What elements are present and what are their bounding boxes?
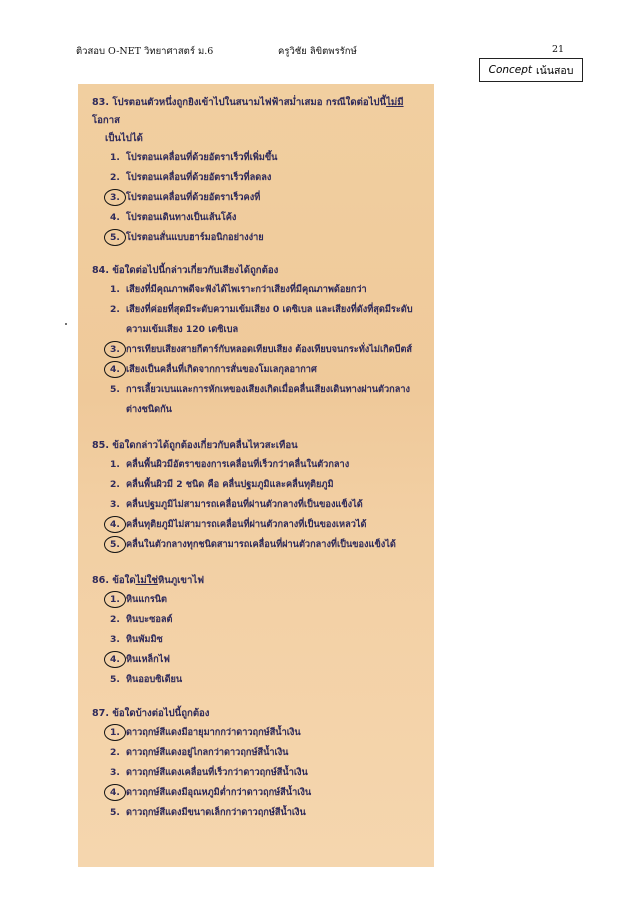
option-list bbox=[92, 590, 426, 690]
question-title bbox=[92, 262, 426, 280]
option-number: 3. bbox=[110, 192, 120, 203]
question-text: 85. ข้อใดกล่าวได้ถูกต้องเกี่ยวกับคลื่นไหวสะเทือน bbox=[92, 440, 298, 451]
question-text: 86. ข้อใด bbox=[92, 575, 136, 586]
question-title bbox=[92, 94, 426, 148]
option-text: การเทียบเสียงสายกีตาร์กับหลอดเทียบเสียง ต้องเทียบจนกระทั่งไม่เกิดบีตส์ bbox=[126, 344, 413, 355]
concept-box bbox=[479, 58, 583, 82]
scan-speck bbox=[65, 323, 67, 325]
option-text: เสียงที่ค่อยที่สุดมีระดับความเข้มเสียง 0 เดซิเบล และเสียงที่ดังที่สุดมีระดับ bbox=[126, 304, 413, 315]
option-text: คลื่นพื้นผิวมี 2 ชนิด คือ คลื่นปฐมภูมิและคลื่นทุติยภูมิ bbox=[126, 479, 334, 490]
answer-circle-mark bbox=[104, 724, 126, 741]
answer-option bbox=[110, 475, 426, 495]
option-text: โปรตอนเดินทางเป็นเส้นโค้ง bbox=[126, 212, 237, 223]
option-number: 5. bbox=[110, 232, 120, 243]
option-text: ดาวฤกษ์สีแดงเคลื่อนที่เร็วกว่าดาวฤกษ์สีน้ำเงิน bbox=[126, 767, 308, 778]
option-list bbox=[92, 280, 426, 420]
answer-option bbox=[110, 630, 426, 650]
option-number: 5. bbox=[110, 384, 120, 395]
question-text: 87. ข้อใดบ้างต่อไปนี้ถูกต้อง bbox=[92, 708, 210, 719]
answer-circle-mark bbox=[104, 516, 126, 533]
question-text: 83. โปรตอนตัวหนึ่งถูกยิงเข้าไปในสนามไฟฟ้าสม่ำเสมอ กรณีใดต่อไปนี้ bbox=[92, 97, 387, 108]
question-title bbox=[92, 572, 426, 590]
option-text: โปรตอนสั่นแบบฮาร์มอนิกอย่างง่าย bbox=[126, 232, 264, 243]
option-number: 2. bbox=[110, 172, 120, 183]
option-list bbox=[92, 148, 426, 248]
page-number: 21 bbox=[552, 44, 565, 55]
option-list bbox=[92, 723, 426, 823]
answer-option bbox=[110, 515, 426, 535]
option-text: โปรตอนเคลื่อนที่ด้วยอัตราเร็วคงที่ bbox=[126, 192, 261, 203]
option-text: การเลี้ยวเบนและการหักเหของเสียงเกิดเมื่อคลื่นเสียงเดินทางผ่านตัวกลาง bbox=[126, 384, 411, 395]
option-number: 5. bbox=[110, 807, 120, 818]
option-text-continued: ต่างชนิดกัน bbox=[126, 404, 172, 415]
option-text: ดาวฤกษ์สีแดงอยู่ไกลกว่าดาวฤกษ์สีน้ำเงิน bbox=[126, 747, 289, 758]
question-emphasis: ไม่มี bbox=[386, 97, 404, 108]
option-text: คลื่นทุติยภูมิไม่สามารถเคลื่อนที่ผ่านตัวกลางที่เป็นของเหลวได้ bbox=[126, 519, 367, 530]
answer-circle-mark bbox=[104, 341, 126, 358]
option-text: คลื่นพื้นผิวมีอัตราของการเคลื่อนที่เร็วกว่าคลื่นในตัวกลาง bbox=[126, 459, 350, 470]
option-number: 2. bbox=[110, 304, 120, 315]
question-block bbox=[92, 437, 426, 555]
answer-option bbox=[110, 763, 426, 783]
question-emphasis: ไม่ใช่ bbox=[135, 575, 158, 586]
question-block bbox=[92, 94, 426, 248]
option-number: 4. bbox=[110, 364, 120, 375]
option-number: 2. bbox=[110, 614, 120, 625]
answer-option bbox=[110, 148, 426, 168]
header-author: ครูวิชัย ลิขิตพรรักษ์ bbox=[278, 46, 357, 57]
option-text: คลื่นในตัวกลางทุกชนิดสามารถเคลื่อนที่ผ่านตัวกลางที่เป็นของแข็งได้ bbox=[126, 539, 396, 550]
option-text: เสียงที่มีคุณภาพดีจะฟังได้ไพเราะกว่าเสียงที่มีคุณภาพด้อยกว่า bbox=[126, 284, 367, 295]
option-text: หินพัมมิซ bbox=[126, 634, 163, 645]
option-text: ดาวฤกษ์สีแดงมีขนาดเล็กกว่าดาวฤกษ์สีน้ำเงิน bbox=[126, 807, 306, 818]
concept-suffix: เน้นสอบ bbox=[536, 64, 574, 77]
question-text-continued: เป็นไปได้ bbox=[105, 133, 143, 144]
answer-option bbox=[110, 803, 426, 823]
option-text: คลื่นปฐมภูมิไม่สามารถเคลื่อนที่ผ่านตัวกลางที่เป็นของแข็งได้ bbox=[126, 499, 363, 510]
answer-option bbox=[110, 360, 426, 380]
answer-option bbox=[110, 610, 426, 630]
option-number: 1. bbox=[110, 727, 120, 738]
answer-option bbox=[110, 228, 426, 248]
answer-circle-mark bbox=[104, 591, 126, 608]
option-text: หินแกรนิต bbox=[126, 594, 168, 605]
option-text: หินบะซอลต์ bbox=[126, 614, 173, 625]
answer-option bbox=[110, 280, 426, 300]
option-text: เสียงเป็นคลื่นที่เกิดจากการสั่นของโมเลกุลอากาศ bbox=[126, 364, 317, 375]
question-title bbox=[92, 705, 426, 723]
answer-option bbox=[110, 208, 426, 228]
answer-circle-mark bbox=[104, 536, 126, 553]
header-course-title: ติวสอบ O-NET วิทยาศาสตร์ ม.6 bbox=[76, 46, 214, 57]
answer-option bbox=[110, 783, 426, 803]
option-text: ดาวฤกษ์สีแดงมีอุณหภูมิต่ำกว่าดาวฤกษ์สีน้ำเงิน bbox=[126, 787, 312, 798]
option-text: โปรตอนเคลื่อนที่ด้วยอัตราเร็วที่ลดลง bbox=[126, 172, 272, 183]
answer-circle-mark bbox=[104, 784, 126, 801]
answer-option bbox=[110, 723, 426, 743]
option-number: 4. bbox=[110, 787, 120, 798]
answer-option bbox=[110, 670, 426, 690]
concept-label: Concept bbox=[488, 64, 533, 76]
question-text: 84. ข้อใดต่อไปนี้กล่าวเกี่ยวกับเสียงได้ถูกต้อง bbox=[92, 265, 279, 276]
scanned-exam-sheet bbox=[78, 84, 434, 867]
option-text-continued: ความเข้มเสียง 120 เดซิเบล bbox=[126, 324, 239, 335]
answer-circle-mark bbox=[104, 229, 126, 246]
option-text: หินเหล็กไฟ bbox=[126, 654, 170, 665]
option-number: 1. bbox=[110, 152, 120, 163]
answer-option bbox=[110, 380, 426, 420]
option-number: 4. bbox=[110, 654, 120, 665]
option-number: 4. bbox=[110, 212, 120, 223]
question-block bbox=[92, 262, 426, 420]
question-text-end: โอกาส bbox=[92, 115, 120, 126]
option-text: ดาวฤกษ์สีแดงมีอายุมากกว่าดาวฤกษ์สีน้ำเงิน bbox=[126, 727, 301, 738]
option-number: 3. bbox=[110, 634, 120, 645]
answer-option bbox=[110, 535, 426, 555]
question-list bbox=[92, 94, 426, 823]
answer-option bbox=[110, 743, 426, 763]
option-text: โปรตอนเคลื่อนที่ด้วยอัตราเร็วที่เพิ่มขึ้น bbox=[126, 152, 278, 163]
option-number: 1. bbox=[110, 284, 120, 295]
answer-option bbox=[110, 495, 426, 515]
option-number: 3. bbox=[110, 499, 120, 510]
answer-circle-mark bbox=[104, 361, 126, 378]
answer-option bbox=[110, 188, 426, 208]
option-number: 5. bbox=[110, 539, 120, 550]
answer-option bbox=[110, 168, 426, 188]
option-number: 5. bbox=[110, 674, 120, 685]
answer-option bbox=[110, 650, 426, 670]
answer-option bbox=[110, 300, 426, 340]
option-number: 4. bbox=[110, 519, 120, 530]
option-number: 3. bbox=[110, 767, 120, 778]
answer-option bbox=[110, 340, 426, 360]
option-number: 1. bbox=[110, 459, 120, 470]
option-number: 2. bbox=[110, 479, 120, 490]
option-list bbox=[92, 455, 426, 555]
question-block bbox=[92, 705, 426, 823]
question-title bbox=[92, 437, 426, 455]
option-number: 2. bbox=[110, 747, 120, 758]
option-number: 3. bbox=[110, 344, 120, 355]
answer-option bbox=[110, 455, 426, 475]
question-text-end: หินภูเขาไฟ bbox=[157, 575, 204, 586]
answer-option bbox=[110, 590, 426, 610]
option-text: หินออบซิเดียน bbox=[126, 674, 183, 685]
answer-circle-mark bbox=[104, 651, 126, 668]
option-number: 1. bbox=[110, 594, 120, 605]
question-block bbox=[92, 572, 426, 690]
answer-circle-mark bbox=[104, 189, 126, 206]
